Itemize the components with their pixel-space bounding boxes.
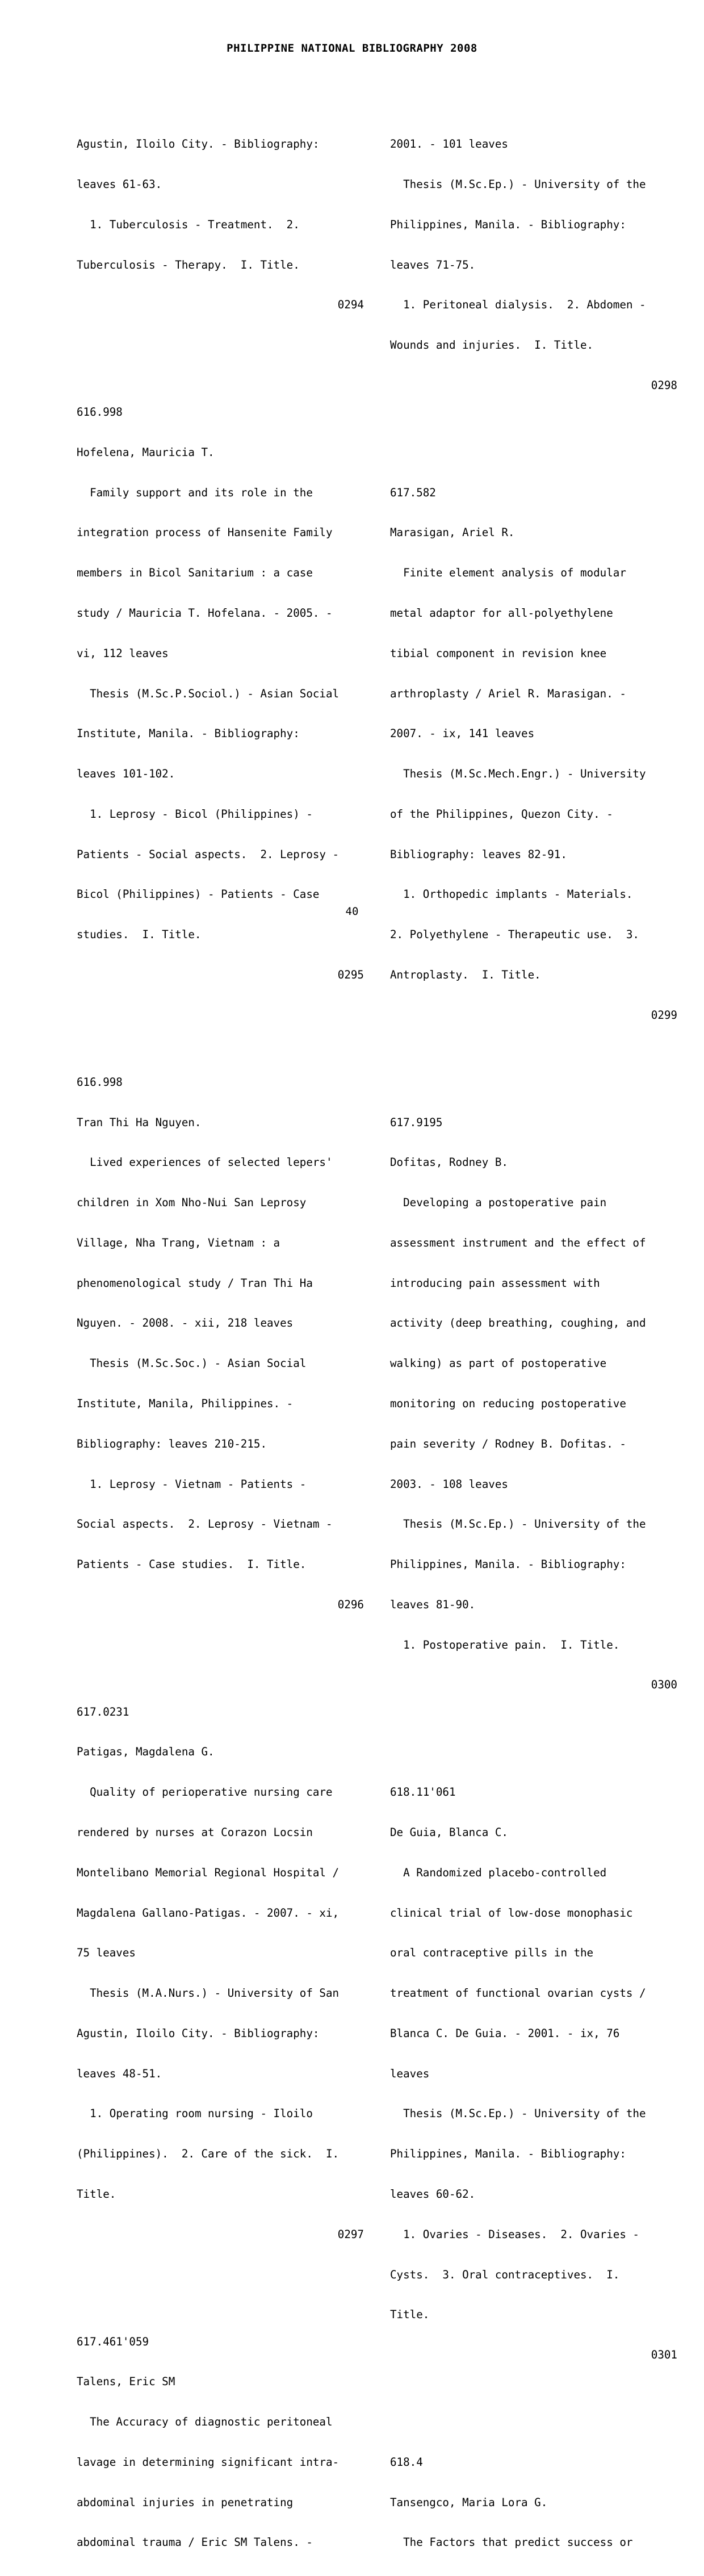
author: Tansengco, Maria Lora G.	[390, 2495, 548, 2509]
entry-line: Thesis (M.Sc.Soc.) - Asian Social	[77, 1357, 307, 1370]
entry-line: (Philippines). 2. Care of the sick. I.	[77, 2147, 340, 2161]
page-header: PHILIPPINE NATIONAL BIBLIOGRAPHY 2008	[227, 42, 477, 55]
author: Patigas, Magdalena G.	[77, 1745, 215, 1759]
entry-line: abdominal injuries in penetrating	[77, 2495, 294, 2509]
entry-line: leaves 48-51.	[77, 2067, 162, 2080]
entry-line: Quality of perioperative nursing care	[77, 1785, 333, 1799]
entry-line: Thesis (M.A.Nurs.) - University of San	[77, 1987, 340, 2000]
left-column	[77, 111, 364, 2576]
entry-line: Antroplasty. I. Title.	[390, 968, 541, 981]
entry-line: Village, Nha Trang, Vietnam : a	[77, 1236, 280, 1249]
bibliography-entry-0296	[77, 1049, 364, 1679]
entry-line: metal adaptor for all-polyethylene	[390, 606, 613, 620]
entry-line: members in Bicol Sanitarium : a case	[77, 566, 313, 580]
entry-line: leaves 71-75.	[390, 258, 476, 271]
entry-line: Blanca C. De Guia. - 2001. - ix, 76	[390, 2026, 620, 2040]
entry-line: Thesis (M.Sc.Ep.) - University of the	[390, 2107, 646, 2121]
entry-line: Agustin, Iloilo City. - Bibliography:	[77, 137, 320, 151]
call-number: 618.11'061	[390, 1785, 456, 1799]
entry-line: Thesis (M.Sc.Ep.) - University of the	[390, 177, 646, 191]
call-number: 617.582	[390, 486, 436, 499]
entry-line: 2. Polyethylene - Therapeutic use. 3.	[390, 928, 639, 942]
entry-line: studies. I. Title.	[77, 928, 202, 942]
entry-line: 2003. - 108 leaves	[390, 1477, 508, 1491]
entry-number: 0294	[337, 298, 364, 312]
entry-line: assessment instrument and the effect of	[390, 1236, 646, 1249]
bibliography-entry-partial	[77, 2308, 364, 2576]
entry-line: Patients - Case studies. I. Title.	[77, 1558, 307, 1571]
entry-number: 0296	[337, 1598, 364, 1611]
entry-line: treatment of functional ovarian cysts /	[390, 1987, 646, 2000]
entry-line: tibial component in revision knee	[390, 646, 607, 660]
entry-line: Title.	[77, 2188, 116, 2201]
entry-line: 1. Tuberculosis - Treatment. 2.	[77, 218, 300, 231]
call-number: 616.998	[77, 405, 123, 419]
entry-line: children in Xom Nho-Nui San Leprosy	[77, 1196, 307, 1210]
entry-line: activity (deep breathing, coughing, and	[390, 1316, 646, 1330]
bibliography-entry-0301	[390, 1759, 677, 2429]
entry-line: Finite element analysis of modular	[390, 566, 626, 580]
entry-line: Developing a postoperative pain	[390, 1196, 607, 1210]
entry-line: monitoring on reducing postoperative	[390, 1397, 626, 1410]
entry-line: leaves 81-90.	[390, 1598, 476, 1611]
entry-line: leaves	[390, 2067, 430, 2080]
entry-line: oral contraceptive pills in the	[390, 1946, 594, 1960]
entry-line: 1. Ovaries - Diseases. 2. Ovaries -	[390, 2227, 639, 2241]
entry-line: 1. Leprosy - Vietnam - Patients -	[77, 1477, 307, 1491]
entry-line: abdominal trauma / Eric SM Talens. -	[77, 2536, 313, 2549]
entry-line: Lived experiences of selected lepers'	[77, 1156, 333, 1169]
bibliography-entry-0297	[77, 1678, 364, 2308]
entry-line: A Randomized placebo-controlled	[390, 1866, 607, 1879]
entry-line: leaves 60-62.	[390, 2188, 476, 2201]
entry-line: 1. Operating room nursing - Iloilo	[77, 2107, 313, 2121]
entry-number: 0297	[337, 2227, 364, 2241]
author: De Guia, Blanca C.	[390, 1826, 508, 1839]
entry-number: 0299	[651, 1008, 677, 1022]
entry-line: pain severity / Rodney B. Dofitas. -	[390, 1437, 626, 1450]
entry-line: integration process of Hansenite Family	[77, 526, 333, 540]
entry-line: The Accuracy of diagnostic peritoneal	[77, 2415, 333, 2429]
entry-number: 0301	[651, 2348, 677, 2362]
author: Dofitas, Rodney B.	[390, 1156, 508, 1169]
entry-line: Bibliography: leaves 210-215.	[77, 1437, 267, 1450]
entry-line: Thesis (M.Sc.Mech.Engr.) - University	[390, 767, 646, 781]
entry-line: The Factors that predict success or	[390, 2536, 633, 2549]
entry-line: 2001. - 101 leaves	[390, 137, 508, 151]
entry-line: Patients - Social aspects. 2. Leprosy -	[77, 847, 340, 861]
call-number: 618.4	[390, 2455, 423, 2469]
entry-number: 0298	[651, 378, 677, 392]
entry-line: vi, 112 leaves	[77, 646, 169, 660]
call-number: 617.461'059	[77, 2335, 149, 2348]
entry-line: Thesis (M.Sc.Ep.) - University of the	[390, 1517, 646, 1531]
author: Hofelena, Mauricia T.	[77, 445, 215, 459]
entry-line: phenomenological study / Tran Thi Ha	[77, 1276, 313, 1290]
bibliography-entry-0295	[77, 379, 364, 1049]
entry-line: Cysts. 3. Oral contraceptives. I.	[390, 2268, 620, 2281]
entry-line: Bicol (Philippines) - Patients - Case	[77, 888, 320, 901]
entry-line: Family support and its role in the	[77, 486, 313, 499]
entry-line: arthroplasty / Ariel R. Marasigan. -	[390, 687, 626, 700]
bibliography-entry-0294	[77, 111, 364, 379]
entry-line: 1. Peritoneal dialysis. 2. Abdomen -	[390, 298, 646, 312]
entry-line: Bibliography: leaves 82-91.	[390, 847, 567, 861]
entry-line: leaves 61-63.	[77, 177, 162, 191]
entry-line: 1. Orthopedic implants - Materials.	[390, 888, 633, 901]
entry-line: Magdalena Gallano-Patigas. - 2007. - xi,	[77, 1906, 340, 1920]
entry-line: leaves 101-102.	[77, 767, 175, 781]
bibliography-entry-partial	[390, 2429, 677, 2576]
call-number: 617.0231	[77, 1705, 129, 1718]
call-number: 616.998	[77, 1075, 123, 1089]
author: Talens, Eric SM	[77, 2375, 175, 2389]
entry-line: Philippines, Manila. - Bibliography:	[390, 1558, 626, 1571]
entry-line: rendered by nurses at Corazon Locsin	[77, 1826, 313, 1839]
entry-line: of the Philippines, Quezon City. -	[390, 807, 613, 821]
entry-line: lavage in determining significant intra-	[77, 2455, 340, 2469]
entry-line: Wounds and injuries. I. Title.	[390, 338, 594, 352]
right-column	[390, 111, 677, 2576]
author: Tran Thi Ha Nguyen.	[77, 1115, 202, 1129]
entry-line: Montelibano Memorial Regional Hospital /	[77, 1866, 340, 1879]
entry-line: study / Mauricia T. Hofelana. - 2005. -	[77, 606, 333, 620]
entry-line: introducing pain assessment with	[390, 1276, 600, 1290]
entry-line: 75 leaves	[77, 1946, 136, 1960]
entry-line: 1. Leprosy - Bicol (Philippines) -	[77, 807, 313, 821]
entry-line: Title.	[390, 2308, 430, 2322]
bibliography-entry-0298	[390, 111, 677, 459]
page-number: 40	[345, 905, 359, 918]
entry-line: Agustin, Iloilo City. - Bibliography:	[77, 2026, 320, 2040]
entry-line: clinical trial of low-dose monophasic	[390, 1906, 633, 1920]
entry-line: Thesis (M.Sc.P.Sociol.) - Asian Social	[77, 687, 340, 700]
entry-number: 0300	[651, 1678, 677, 1692]
entry-line: Philippines, Manila. - Bibliography:	[390, 2147, 626, 2161]
entry-line: Nguyen. - 2008. - xii, 218 leaves	[77, 1316, 294, 1330]
entry-number: 0295	[337, 968, 364, 981]
entry-line: Tuberculosis - Therapy. I. Title.	[77, 258, 300, 271]
bibliography-entry-0299	[390, 459, 677, 1089]
entry-line: Institute, Manila, Philippines. -	[77, 1397, 294, 1410]
entry-line: walking) as part of postoperative	[390, 1357, 607, 1370]
entry-line: Institute, Manila. - Bibliography:	[77, 727, 300, 741]
entry-line: 1. Postoperative pain. I. Title.	[390, 1638, 620, 1651]
entry-line: Philippines, Manila. - Bibliography:	[390, 218, 626, 231]
entry-line: Social aspects. 2. Leprosy - Vietnam -	[77, 1517, 333, 1531]
call-number: 617.9195	[390, 1115, 443, 1129]
author: Marasigan, Ariel R.	[390, 526, 515, 540]
entry-line: 2007. - ix, 141 leaves	[390, 727, 535, 741]
bibliography-entry-0300	[390, 1089, 677, 1759]
